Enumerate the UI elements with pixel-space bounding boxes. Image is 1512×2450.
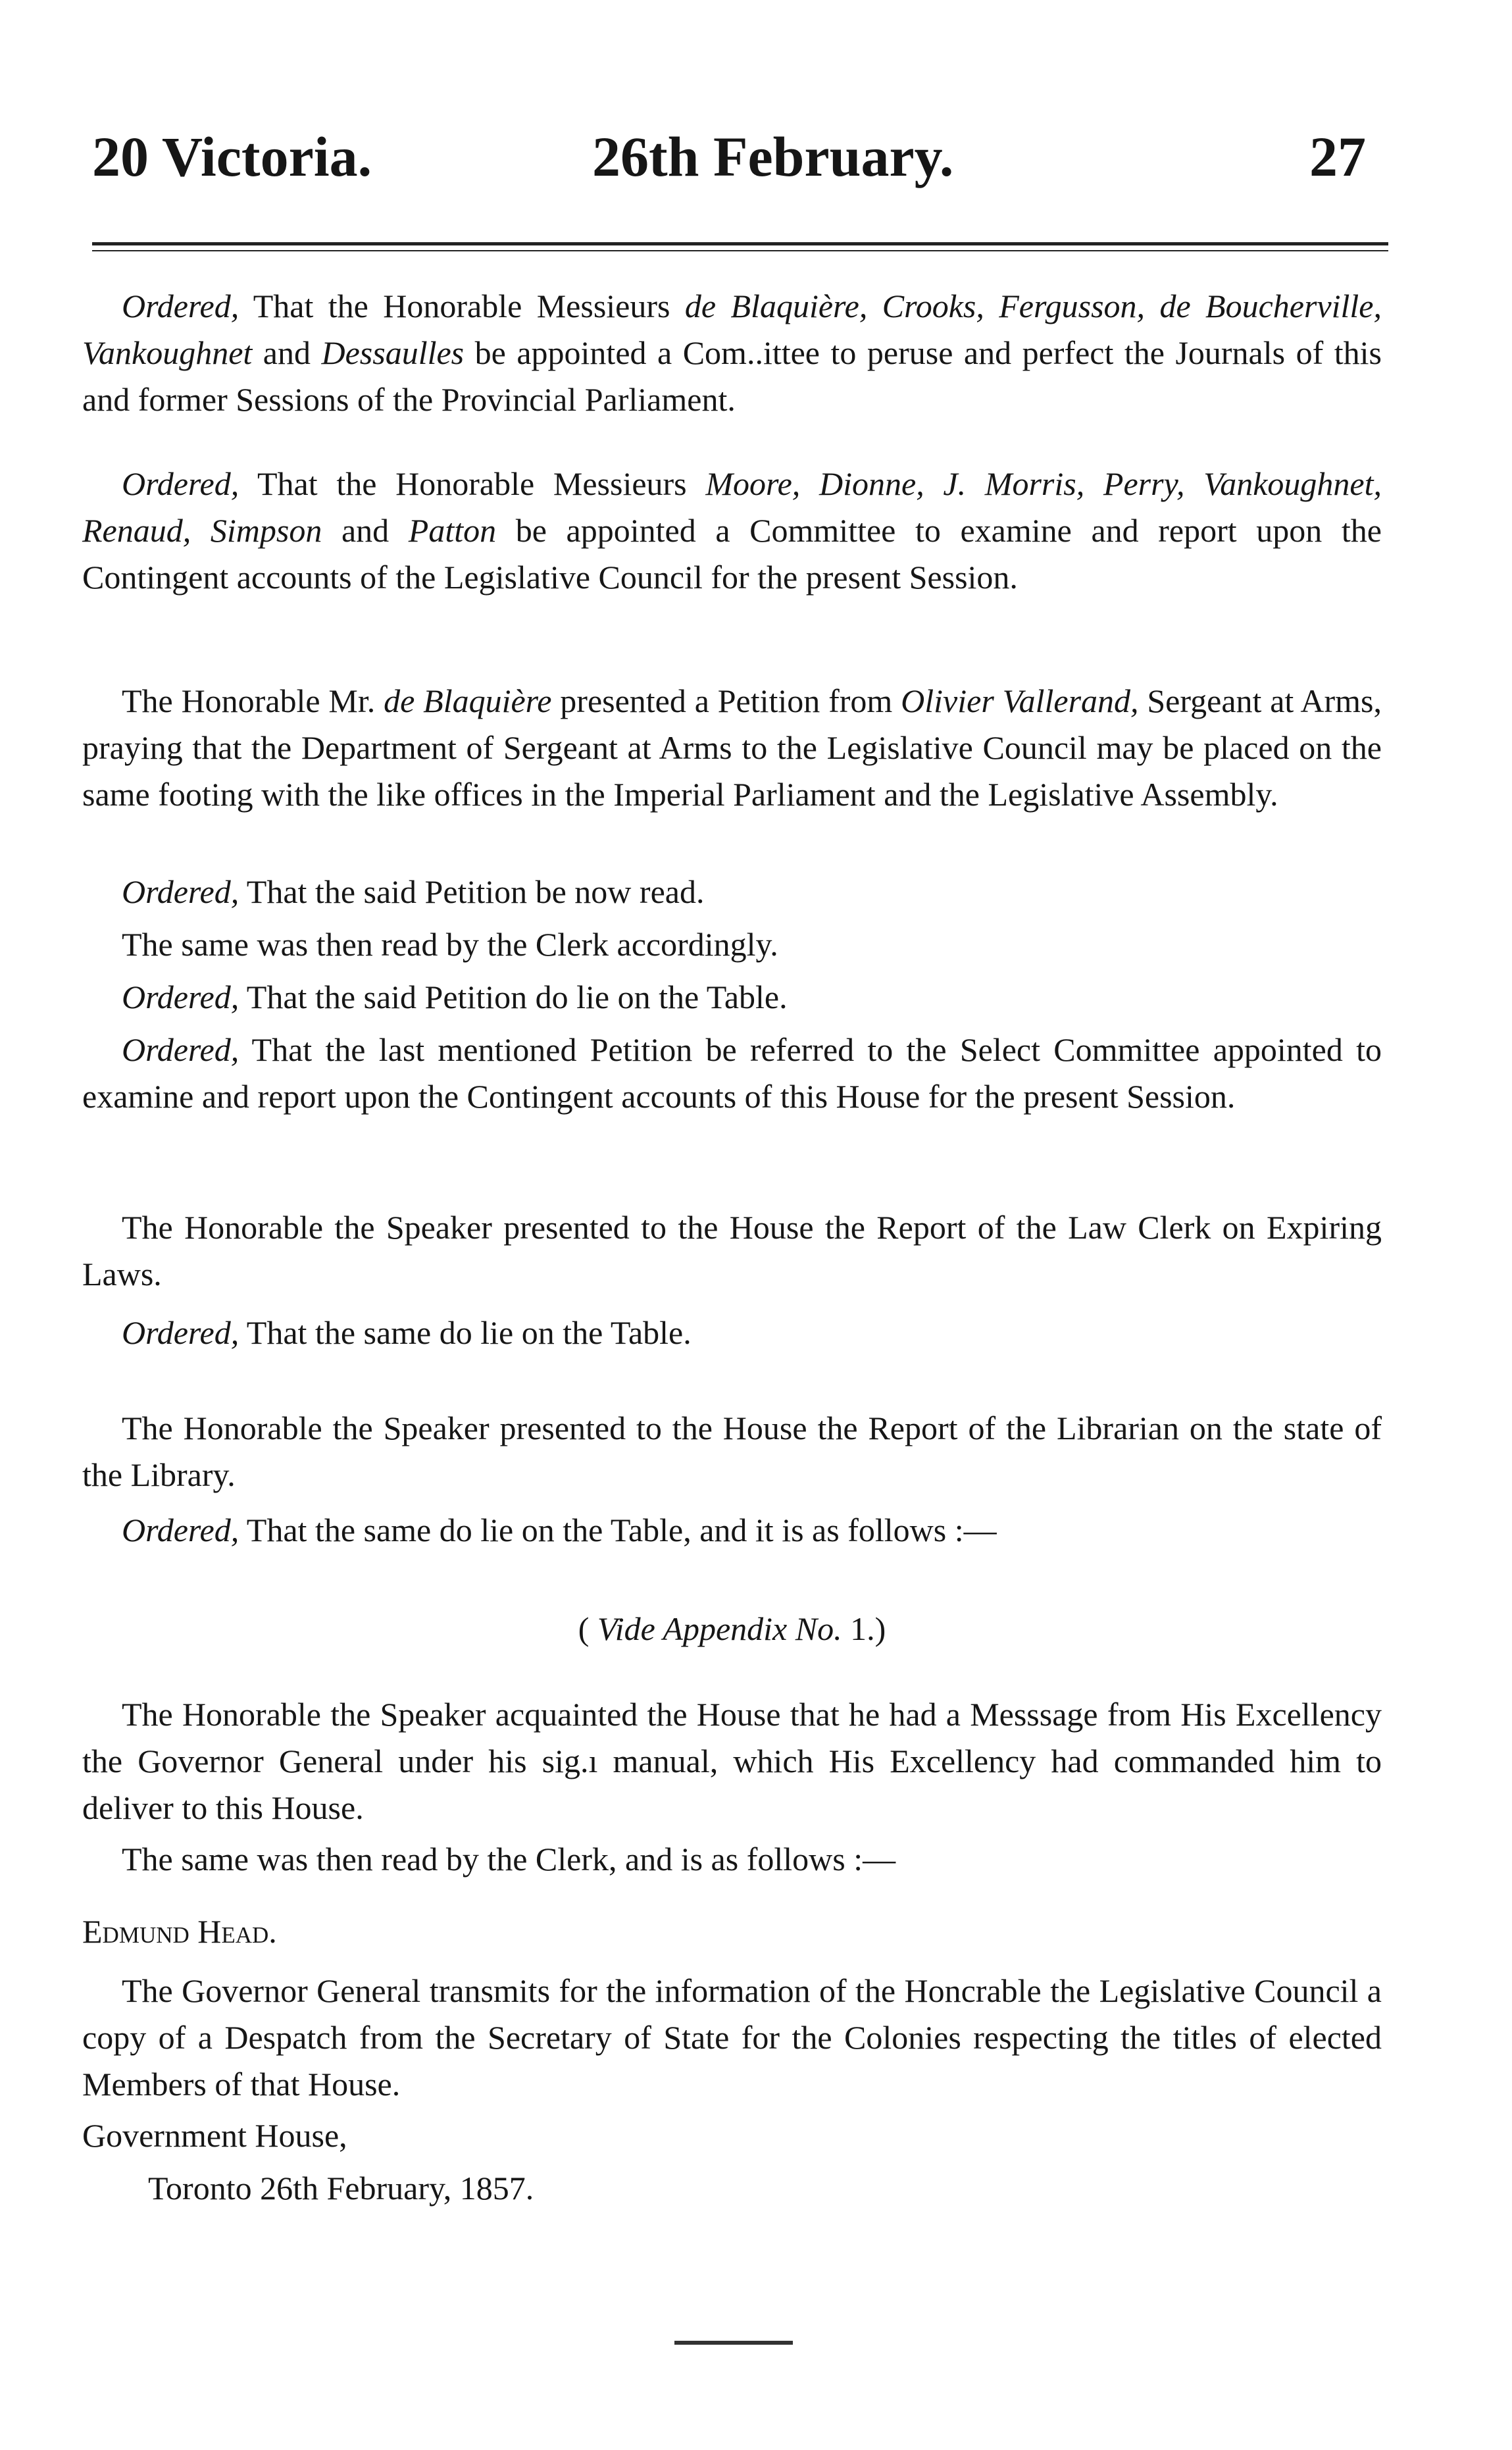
closing-line: Toronto 26th February, 1857. [148, 2170, 534, 2207]
paragraph-text: The Governor General transmits for the information of the Honcrable the Legislative Council a copy of a Despatch from the Secretary of State for the Colonies respecting the titles of elected Members of that House. [82, 1972, 1382, 2103]
closing-date [148, 2165, 1448, 2212]
paragraph-text: That the said Petition be now read. [239, 873, 705, 910]
running-head-date: 26th February. [592, 125, 954, 188]
paragraph-read-by-clerk [82, 921, 1382, 968]
conjunction: and [252, 334, 322, 371]
paragraph-petition [82, 678, 1382, 818]
paragraph-law-clerk-report [82, 1204, 1382, 1298]
member-names: Moore, Dionne, J. Morris, Perry, Vankoughnet, Renaud, Simpson [82, 465, 1382, 549]
ordered-label: Ordered, [122, 1512, 239, 1548]
petitioner-name: Olivier Vallerand, [901, 682, 1139, 719]
paragraph-text: The Honorable the Speaker presented to the House the Report of the Librarian on the state of the Library. [82, 1410, 1382, 1493]
appendix-reference [82, 1606, 1382, 1652]
paragraph-text: That the said Petition do lie on the Table. [239, 979, 788, 1015]
paragraph-text: That the last mentioned Petition be referred to the Select Committee appointed to examine and report upon the Contingent accounts of this House for the present Session. [82, 1031, 1382, 1115]
member-name: de Blaquière [384, 682, 552, 719]
ordered-label: Ordered, [122, 1031, 239, 1068]
member-names: Dessaulles [321, 334, 465, 371]
paragraph-text: That the Honorable Messieurs [239, 288, 685, 324]
appendix-label: Vide Appendix No. [597, 1610, 842, 1647]
page-number: 27 [1309, 125, 1366, 188]
paragraph-message [82, 1691, 1382, 1831]
paragraph-ordered-read [82, 869, 1382, 915]
paragraph-contingent-committee [82, 461, 1382, 601]
ordered-label: Ordered, [122, 1314, 239, 1351]
paragraph-message-read [82, 1836, 1382, 1883]
paragraph-text: Sergeant at Arms, praying that the Department of Sergeant at Arms to the Legislative Council may be placed on the same footing with the like offices in the Imperial Parliament and the Legislative Assembly. [82, 682, 1382, 813]
ordered-label: Ordered, [122, 873, 239, 910]
closing-place [82, 2112, 1382, 2159]
ordered-label: Ordered, [122, 979, 239, 1015]
signature-text: Edmund Head. [82, 1913, 277, 1950]
closing-line: Government House, [82, 2117, 347, 2154]
paragraph-text: be appointed a Com..ittee to peruse and perfect the Journals of this and former Sessions of the Provincial Parliament. [82, 334, 1382, 418]
paragraph-lie-on-table [82, 974, 1382, 1021]
paragraph-text: presented a Petition from [551, 682, 901, 719]
member-names: Patton [408, 512, 497, 549]
member-names: de Blaquière, Crooks, Fergusson, de Boucherville, Vankoughnet [82, 288, 1382, 371]
paragraph-text: That the Honorable Messieurs [239, 465, 706, 502]
paragraph-text: The same was then read by the Clerk, and is as follows :— [122, 1841, 896, 1877]
signature [82, 1908, 1382, 1955]
paragraph-ordered-table-2 [82, 1507, 1382, 1554]
paragraph-librarian-report [82, 1405, 1382, 1498]
paragraph-ordered-table-1 [82, 1310, 1382, 1356]
paragraph-referred [82, 1027, 1382, 1120]
ordered-label: Ordered, [122, 465, 239, 502]
paren-open: ( [578, 1610, 597, 1647]
paragraph-journals-committee [82, 283, 1382, 423]
end-rule [674, 2341, 793, 2345]
header-rule-thick [92, 242, 1388, 245]
paragraph-text: be appointed a Committee to examine and report upon the Contingent accounts of the Legislative Council for the present Session. [82, 512, 1382, 596]
paragraph-text: The Honorable Mr. [122, 682, 384, 719]
running-head-left: 20 Victoria. [92, 125, 372, 188]
paragraph-text: That the same do lie on the Table. [239, 1314, 692, 1351]
paragraph-text: The Honorable the Speaker presented to the House the Report of the Law Clerk on Expiring Laws. [82, 1209, 1382, 1292]
paragraph-text: The same was then read by the Clerk accordingly. [122, 926, 778, 963]
paragraph-text: The Honorable the Speaker acquainted the House that he had a Messsage from His Excellency the Governor General under his sig.ı manual, which His Excellency had commanded him to deliver to this House. [82, 1696, 1382, 1826]
ordered-label: Ordered, [122, 288, 239, 324]
paragraph-governor-transmits [82, 1968, 1382, 2108]
header-rule-thin [92, 250, 1388, 251]
appendix-number: 1.) [842, 1610, 886, 1647]
paragraph-text: That the same do lie on the Table, and it is as follows :— [239, 1512, 997, 1548]
conjunction: and [322, 512, 409, 549]
